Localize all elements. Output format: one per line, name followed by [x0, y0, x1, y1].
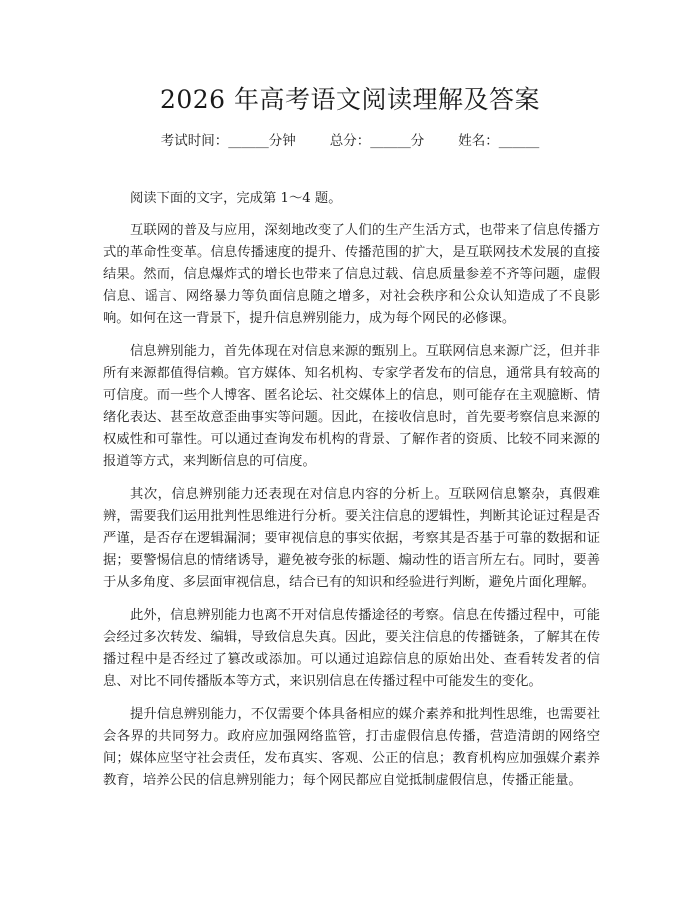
- student-name-field: 姓名：______: [458, 133, 540, 149]
- instruction-text: 阅读下面的文字，完成第 1～4 题。: [130, 191, 342, 206]
- exam-info-line: [0, 131, 700, 151]
- exam-time-field: 考试时间：______分钟: [160, 133, 296, 149]
- page-title: 2026 年高考语文阅读理解及答案: [159, 85, 541, 114]
- total-score-field: 总分：______分: [329, 133, 425, 149]
- paragraph-3: 其次，信息辨别能力还表现在对信息内容的分析上。互联网信息繁杂，真假难辨，需要我们运用批判性思维进行分析。要关注信息的逻辑性，判断其论证过程是否严谨，是否存在逻辑漏洞；要审视信息的事实依据，考察其是否基于可靠的数据和证据；要警惕信息的情绪诱导，避免被夸张的标题、煽动性的语言所左右。同时，要善于从多角度、多层面审视信息，结合已有的知识和经验进行判断，避免片面化理解。: [103, 487, 600, 590]
- paragraph-1: 互联网的普及与应用，深刻地改变了人们的生产生活方式，也带来了信息传播方式的革命性变革。信息传播速度的提升、传播范围的扩大，是互联网技术发展的直接结果。然而，信息爆炸式的增长也带来了信息过载、信息质量参差不齐等问题，虚假信息、谣言、网络暴力等负面信息随之增多，对社会秩序和公众认知造成了不良影响。如何在这一背景下，提升信息辨别能力，成为每个网民的必修课。: [103, 223, 600, 326]
- paragraph-4: 此外，信息辨别能力也离不开对信息传播途径的考察。信息在传播过程中，可能会经过多次转发、编辑，导致信息失真。因此，要关注信息的传播链条，了解其在传播过程中是否经过了篡改或添加。可以通过追踪信息的原始出处、查看转发者的信息、对比不同传播版本等方式，来识别信息在传播过程中可能发生的变化。: [103, 608, 600, 689]
- paragraph-5: 提升信息辨别能力，不仅需要个体具备相应的媒介素养和批判性思维，也需要社会各界的共同努力。政府应加强网络监管，打击虚假信息传播，营造清朗的网络空间；媒体应坚守社会责任，发布真实、客观、公正的信息；教育机构应加强媒介素养教育，培养公民的信息辨别能力；每个网民都应自觉抵制虚假信息，传播正能量。: [103, 707, 600, 788]
- reading-passage: [103, 188, 600, 803]
- paragraph-2: 信息辨别能力，首先体现在对信息来源的甄别上。互联网信息来源广泛，但并非所有来源都值得信赖。官方媒体、知名机构、专家学者发布的信息，通常具有较高的可信度。而一些个人博客、匿名论坛、社交媒体上的信息，则可能存在主观臆断、情绪化表达、甚至故意歪曲事实等问题。因此，在接收信息时，首先要考察信息来源的权威性和可靠性。可以通过查询发布机构的背景、了解作者的资质、比较不同来源的报道等方式，来判断信息的可信度。: [103, 344, 600, 469]
